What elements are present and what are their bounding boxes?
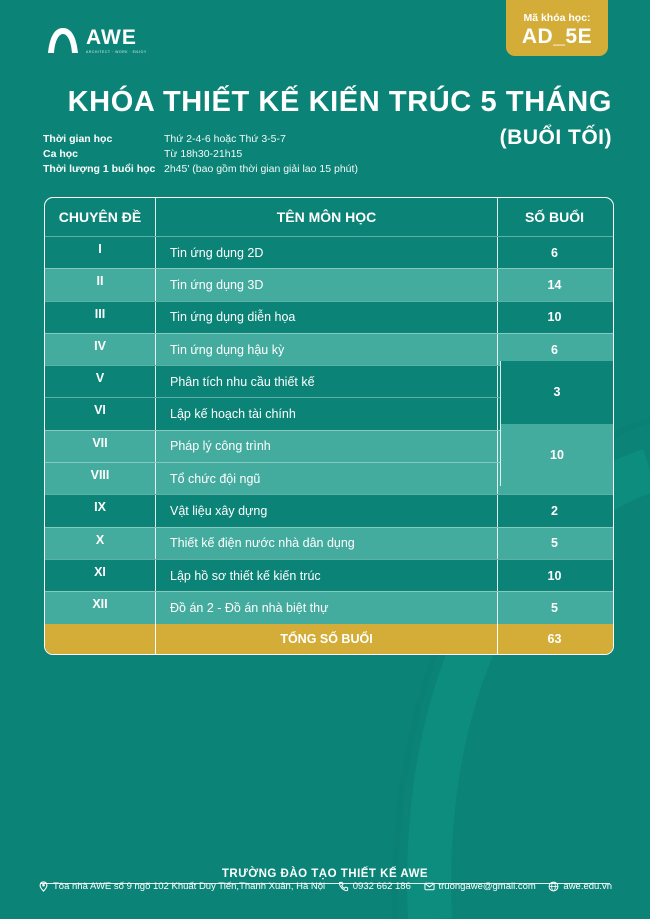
table-row [45, 527, 613, 559]
table-row [45, 301, 613, 333]
subject-cell: Pháp lý công trình [155, 431, 498, 462]
table-row [45, 236, 613, 268]
subject-cell: Tin ứng dụng 2D [155, 237, 498, 268]
topic-cell: IX [94, 500, 106, 515]
topic-cell: VIII [90, 468, 110, 483]
subject-cell: Tin ứng dụng hậu kỳ [155, 334, 498, 365]
info-value: Thứ 2-4-6 hoặc Thứ 3-5-7 [164, 132, 286, 145]
table-row [45, 268, 613, 300]
sessions-cell: 6 [551, 342, 558, 357]
total-spacer [45, 624, 155, 654]
subject-cell: Tin ứng dụng diễn họa [155, 302, 498, 333]
subject-cell: Tin ứng dụng 3D [155, 269, 498, 300]
subject-cell: Tổ chức đội ngũ [155, 463, 498, 494]
footer-address [38, 881, 325, 892]
footer-title: TRƯỜNG ĐÀO TẠO THIẾT KẾ AWE [221, 868, 429, 880]
brand-logo [46, 26, 147, 54]
info-label: Thời lượng 1 buổi học [43, 162, 156, 175]
info-row-schedule [43, 131, 358, 146]
topic-cell: V [95, 371, 105, 386]
info-row-shift [43, 146, 358, 161]
table-header-row [45, 198, 613, 236]
table-row [45, 494, 613, 526]
phone-icon [338, 881, 349, 892]
header-subject: TÊN MÔN HỌC [155, 198, 498, 236]
topic-cell: X [95, 532, 105, 547]
course-schedule-table [44, 197, 614, 655]
merged-sessions-cell: 10 [500, 424, 613, 487]
table-row [45, 591, 613, 623]
sessions-cell: 10 [547, 310, 562, 325]
topic-cell: VII [92, 435, 108, 450]
page-subtitle: (BUỔI TỐI) [499, 126, 612, 149]
header-sessions: SỐ BUỔI [524, 209, 585, 225]
sessions-cell: 5 [551, 536, 558, 551]
header-topic: CHUYÊN ĐỀ [58, 209, 142, 225]
email-text: truongawe@gmail.com [438, 881, 536, 892]
course-code-value: AD_5E [521, 25, 593, 48]
phone-text: 0932 662 186 [352, 881, 411, 892]
info-label: Thời gian học [43, 132, 113, 145]
table-total-row [45, 624, 613, 654]
course-code-badge [506, 0, 608, 56]
sessions-cell: 14 [547, 277, 562, 292]
total-label: TỔNG SỐ BUỔI [155, 624, 498, 654]
sessions-cell: 10 [547, 568, 562, 583]
page-title: KHÓA THIẾT KẾ KIẾN TRÚC 5 THÁNG [67, 86, 612, 118]
subject-cell: Vật liệu xây dựng [155, 495, 498, 526]
course-info [43, 131, 358, 176]
subject-cell: Phân tích nhu cầu thiết kế [155, 366, 498, 397]
footer-email[interactable] [424, 881, 536, 892]
info-row-duration [43, 161, 358, 176]
footer [0, 868, 650, 880]
topic-cell: I [98, 242, 102, 256]
info-value: 2h45' (bao gồm thời gian giải lao 15 phút) [164, 162, 358, 175]
globe-icon [548, 881, 559, 892]
location-pin-icon [38, 881, 49, 892]
subject-cell: Lập kế hoạch tài chính [155, 398, 498, 429]
website-text: awe.edu.vn [563, 881, 612, 892]
brand-tagline: ARCHITECT · WORK · ENJOY [86, 49, 147, 54]
sessions-cell: 5 [551, 600, 558, 615]
footer-contacts [38, 881, 612, 892]
subject-cell: Thiết kế điện nước nhà dân dụng [155, 528, 498, 559]
topic-cell: XI [94, 564, 106, 579]
total-value: 63 [547, 631, 562, 646]
table-row [45, 559, 613, 591]
address-text: Tòa nhà AWE số 9 ngõ 102 Khuất Duy Tiến,Thanh Xuân, Hà Nội [53, 881, 326, 892]
merged-sessions-cell: 3 [500, 361, 613, 424]
sessions-cell: 2 [551, 504, 558, 519]
mail-icon [424, 881, 435, 892]
table-body [45, 236, 613, 624]
topic-cell: XII [92, 597, 108, 612]
topic-cell: VI [94, 403, 106, 418]
topic-cell: IV [94, 338, 106, 353]
brand-name: AWE [86, 25, 137, 49]
topic-cell: II [96, 274, 104, 289]
topic-cell: III [94, 306, 106, 321]
sessions-cell: 6 [551, 245, 558, 260]
footer-website[interactable] [548, 881, 612, 892]
info-value: Từ 18h30-21h15 [164, 147, 243, 160]
subject-cell: Đồ án 2 - Đồ án nhà biệt thự [155, 592, 498, 623]
subject-cell: Lập hồ sơ thiết kế kiến trúc [155, 560, 498, 591]
course-code-label: Mã khóa học: [523, 12, 591, 24]
logo-arch-icon [46, 26, 80, 54]
footer-phone[interactable] [338, 881, 411, 892]
info-label: Ca học [43, 147, 79, 160]
